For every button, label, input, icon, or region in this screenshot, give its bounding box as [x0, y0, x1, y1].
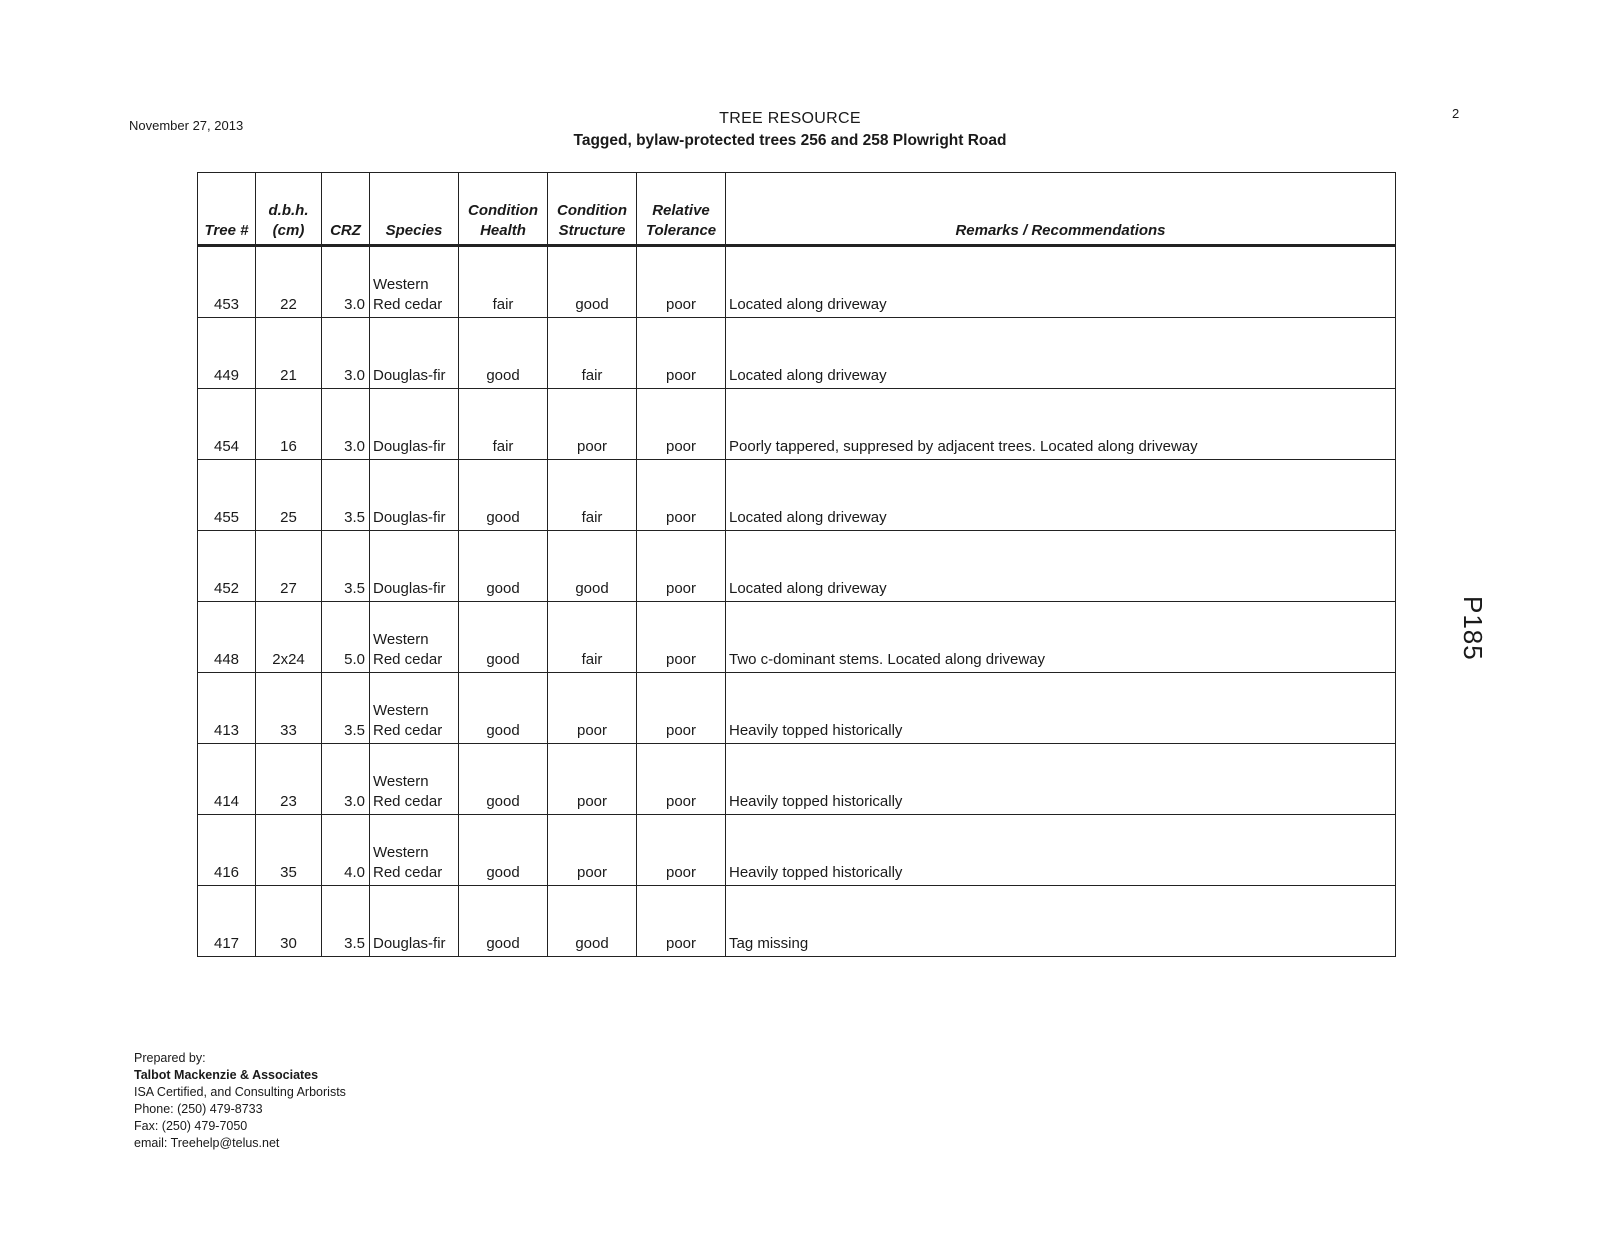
- cell-condition-health: fair: [459, 246, 548, 318]
- cell-crz: 4.0: [322, 815, 370, 886]
- certification-text: ISA Certified, and Consulting Arborists: [134, 1085, 346, 1099]
- cell-condition-health: good: [459, 673, 548, 744]
- cell-species: [370, 531, 459, 602]
- cell-condition-health: good: [459, 460, 548, 531]
- cell-condition-structure: good: [548, 246, 637, 318]
- phone-number: Phone: (250) 479-8733: [134, 1102, 263, 1116]
- cell-condition-health: good: [459, 815, 548, 886]
- species-line2: Red cedar: [373, 864, 443, 881]
- cell-remarks: Located along driveway: [726, 460, 1396, 531]
- species-line1: Western: [373, 702, 429, 719]
- cell-dbh: 21: [256, 318, 322, 389]
- cell-crz: 3.5: [322, 673, 370, 744]
- cell-crz: 3.5: [322, 531, 370, 602]
- table-row: [198, 246, 1396, 318]
- cell-condition-structure: fair: [548, 318, 637, 389]
- species-line1: Western: [373, 276, 429, 293]
- page-number: 2: [1452, 106, 1460, 121]
- column-header-line2: (cm): [272, 222, 305, 239]
- cell-dbh: 33: [256, 673, 322, 744]
- table-row: [198, 460, 1396, 531]
- cell-species: [370, 318, 459, 389]
- cell-dbh: 35: [256, 815, 322, 886]
- column-header-relative-tolerance: [637, 173, 726, 246]
- column-header-line1: Condition: [468, 202, 538, 219]
- page-title: TREE RESOURCE: [719, 110, 861, 127]
- column-header-line2: CRZ: [330, 222, 361, 239]
- cell-condition-health: good: [459, 744, 548, 815]
- species-line2: Douglas-fir: [373, 438, 446, 455]
- table-row: [198, 815, 1396, 886]
- cell-condition-structure: good: [548, 886, 637, 957]
- column-header-line2: Species: [385, 222, 443, 239]
- cell-species: [370, 744, 459, 815]
- column-header-line2: Remarks / Recommendations: [955, 222, 1166, 239]
- cell-tree-number: 453: [198, 246, 256, 318]
- species-line2: Douglas-fir: [373, 580, 446, 597]
- cell-remarks: Poorly tappered, suppresed by adjacent trees. Located along driveway: [726, 389, 1396, 460]
- cell-crz: 3.5: [322, 886, 370, 957]
- table-header-row: [198, 173, 1396, 246]
- cell-relative-tolerance: poor: [637, 673, 726, 744]
- cell-dbh: 30: [256, 886, 322, 957]
- species-line1: Western: [373, 844, 429, 861]
- cell-relative-tolerance: poor: [637, 318, 726, 389]
- cell-condition-structure: fair: [548, 460, 637, 531]
- cell-species: [370, 815, 459, 886]
- column-header-dbh: [256, 173, 322, 246]
- column-header-line2: Structure: [558, 222, 626, 239]
- species-line2: Douglas-fir: [373, 935, 446, 952]
- column-header-remarks: [726, 173, 1396, 246]
- cell-tree-number: 413: [198, 673, 256, 744]
- column-header-condition-structure: [548, 173, 637, 246]
- cell-relative-tolerance: poor: [637, 460, 726, 531]
- cell-relative-tolerance: poor: [637, 815, 726, 886]
- species-line2: Red cedar: [373, 651, 443, 668]
- cell-condition-structure: fair: [548, 602, 637, 673]
- cell-remarks: Heavily topped historically: [726, 815, 1396, 886]
- fax-number: Fax: (250) 479-7050: [134, 1119, 248, 1133]
- company-name: Talbot Mackenzie & Associates: [134, 1068, 319, 1082]
- table-row: [198, 673, 1396, 744]
- species-line2: Red cedar: [373, 722, 443, 739]
- cell-tree-number: 449: [198, 318, 256, 389]
- cell-crz: 3.0: [322, 744, 370, 815]
- column-header-species: [370, 173, 459, 246]
- side-stamp: P185: [1458, 596, 1488, 661]
- prepared-by-block: [134, 1050, 346, 1152]
- cell-condition-health: good: [459, 602, 548, 673]
- cell-species: [370, 886, 459, 957]
- cell-relative-tolerance: poor: [637, 531, 726, 602]
- species-line1: Western: [373, 631, 429, 648]
- cell-remarks: Heavily topped historically: [726, 744, 1396, 815]
- cell-remarks: Located along driveway: [726, 318, 1396, 389]
- cell-crz: 3.0: [322, 389, 370, 460]
- cell-remarks: Two c-dominant stems. Located along driveway: [726, 602, 1396, 673]
- cell-species: [370, 673, 459, 744]
- cell-condition-structure: good: [548, 531, 637, 602]
- table-body: [198, 246, 1396, 957]
- cell-relative-tolerance: poor: [637, 744, 726, 815]
- cell-condition-health: fair: [459, 389, 548, 460]
- species-line2: Red cedar: [373, 793, 443, 810]
- species-line2: Douglas-fir: [373, 367, 446, 384]
- species-line2: Douglas-fir: [373, 509, 446, 526]
- cell-dbh: 22: [256, 246, 322, 318]
- tree-resource-table: [197, 172, 1396, 957]
- column-header-tree-number: [198, 173, 256, 246]
- cell-relative-tolerance: poor: [637, 886, 726, 957]
- cell-dbh: 2x24: [256, 602, 322, 673]
- cell-remarks: Located along driveway: [726, 531, 1396, 602]
- cell-crz: 3.0: [322, 246, 370, 318]
- cell-relative-tolerance: poor: [637, 246, 726, 318]
- tree-table-container: [197, 172, 1395, 957]
- species-line1: Western: [373, 773, 429, 790]
- species-line2: Red cedar: [373, 296, 443, 313]
- cell-crz: 5.0: [322, 602, 370, 673]
- column-header-crz: [322, 173, 370, 246]
- column-header-line2: Health: [480, 222, 526, 239]
- cell-tree-number: 417: [198, 886, 256, 957]
- cell-remarks: Located along driveway: [726, 246, 1396, 318]
- table-row: [198, 318, 1396, 389]
- prepared-by-label: Prepared by:: [134, 1051, 206, 1065]
- cell-dbh: 23: [256, 744, 322, 815]
- cell-remarks: Tag missing: [726, 886, 1396, 957]
- column-header-line2: Tolerance: [645, 222, 717, 239]
- cell-dbh: 27: [256, 531, 322, 602]
- cell-tree-number: 448: [198, 602, 256, 673]
- cell-condition-structure: poor: [548, 673, 637, 744]
- table-row: [198, 744, 1396, 815]
- cell-tree-number: 452: [198, 531, 256, 602]
- cell-species: [370, 246, 459, 318]
- cell-tree-number: 416: [198, 815, 256, 886]
- cell-condition-structure: poor: [548, 389, 637, 460]
- column-header-line2: Tree #: [204, 222, 249, 239]
- column-header-line1: Condition: [557, 202, 627, 219]
- report-date: November 27, 2013: [129, 118, 244, 133]
- email-address: email: Treehelp@telus.net: [134, 1136, 280, 1150]
- table-row: [198, 531, 1396, 602]
- title-block: [520, 110, 1060, 150]
- cell-dbh: 16: [256, 389, 322, 460]
- cell-condition-health: good: [459, 318, 548, 389]
- cell-condition-structure: poor: [548, 744, 637, 815]
- cell-species: [370, 602, 459, 673]
- cell-crz: 3.5: [322, 460, 370, 531]
- cell-species: [370, 460, 459, 531]
- column-header-line1: Relative: [652, 202, 710, 219]
- table-row: [198, 602, 1396, 673]
- table-row: [198, 389, 1396, 460]
- cell-tree-number: 454: [198, 389, 256, 460]
- column-header-line1: d.b.h.: [268, 202, 309, 219]
- cell-condition-health: good: [459, 531, 548, 602]
- cell-condition-structure: poor: [548, 815, 637, 886]
- table-row: [198, 886, 1396, 957]
- cell-tree-number: 414: [198, 744, 256, 815]
- cell-relative-tolerance: poor: [637, 602, 726, 673]
- cell-species: [370, 389, 459, 460]
- cell-dbh: 25: [256, 460, 322, 531]
- cell-remarks: Heavily topped historically: [726, 673, 1396, 744]
- cell-crz: 3.0: [322, 318, 370, 389]
- cell-relative-tolerance: poor: [637, 389, 726, 460]
- cell-tree-number: 455: [198, 460, 256, 531]
- page-subtitle: Tagged, bylaw-protected trees 256 and 258 Plowright Road: [573, 132, 1007, 149]
- cell-condition-health: good: [459, 886, 548, 957]
- column-header-condition-health: [459, 173, 548, 246]
